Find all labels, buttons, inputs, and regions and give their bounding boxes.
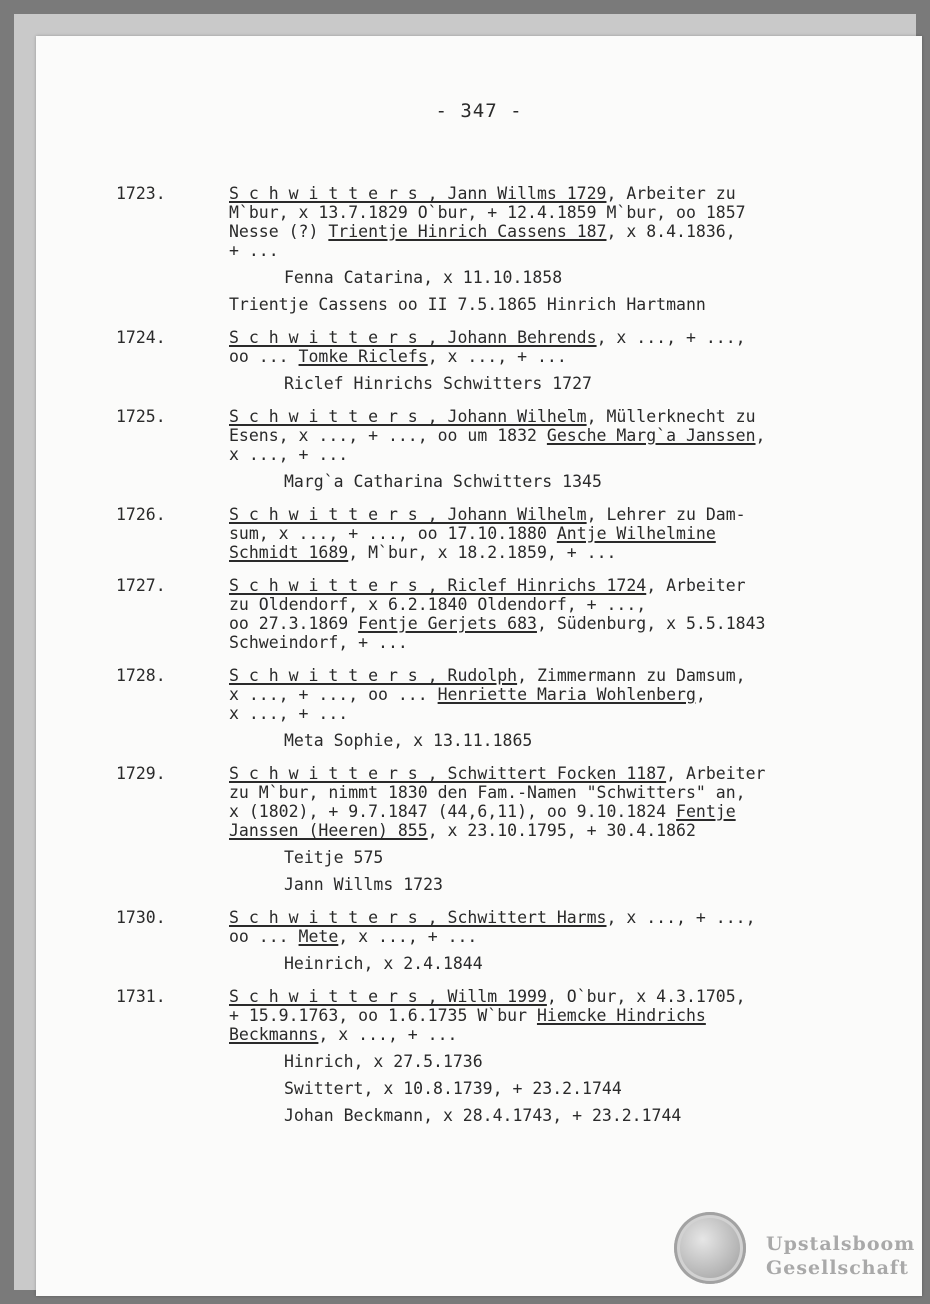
entry-line	[229, 222, 876, 241]
entry-body	[229, 908, 876, 973]
publisher-logo	[766, 1232, 915, 1280]
entry-line	[229, 821, 876, 840]
underlined-name: Henriette Maria Wohlenberg	[437, 685, 696, 704]
entry-body	[229, 407, 876, 491]
underlined-name: S c h w i t t e r s , Schwittert Harms	[229, 908, 607, 927]
underlined-name: S c h w i t t e r s , Riclef Hinrichs 1724	[229, 576, 647, 595]
underlined-name: Fentje	[676, 802, 736, 821]
entry-text: x ..., + ..., oo ...	[229, 685, 438, 704]
underlined-name: S c h w i t t e r s , Jann Willms 1729	[229, 184, 607, 203]
entry-number: 1726.	[116, 505, 166, 524]
entry-text: , x ..., + ...	[427, 347, 567, 366]
entry-text: zu Oldendorf, x 6.2.1840 Oldendorf, + ...,	[229, 595, 647, 614]
entry-line	[229, 1006, 876, 1025]
underlined-name: Schmidt 1689	[229, 543, 349, 562]
underlined-name: Fentje Gerjets 683	[358, 614, 537, 633]
entry-text: , Zimmermann zu Damsum,	[517, 666, 746, 685]
entry-line	[229, 347, 876, 366]
entry-text: oo ...	[229, 927, 299, 946]
entry-line	[229, 203, 876, 222]
underlined-name: S c h w i t t e r s , Schwittert Focken 1187	[229, 764, 667, 783]
entry-line	[229, 927, 876, 946]
underlined-name: S c h w i t t e r s , Johann Wilhelm	[229, 407, 587, 426]
entry-text: x (1802), + 9.7.1847 (44,6,11), oo 9.10.1824	[229, 802, 677, 821]
entry-text: , Arbeiter	[646, 576, 746, 595]
entry-number: 1731.	[116, 987, 166, 1006]
entry-text: , x 23.10.1795, + 30.4.1862	[427, 821, 696, 840]
underlined-name: Hiemcke Hindrichs	[536, 1006, 706, 1025]
child-record: Swittert, x 10.8.1739, + 23.2.1744	[284, 1079, 622, 1098]
underlined-name: Antje Wilhelmine	[556, 524, 716, 543]
entry-line	[229, 783, 876, 802]
entry-text: ,	[755, 426, 766, 445]
entry-line	[229, 987, 876, 1006]
underlined-name: Mete	[298, 927, 339, 946]
entry-text: , Lehrer zu Dam-	[586, 505, 746, 524]
entry-text: zu M`bur, nimmt 1830 den Fam.-Namen "Schwitters" an,	[229, 783, 746, 802]
entry-number: 1728.	[116, 666, 166, 685]
entry-line	[229, 543, 876, 562]
child-record: Jann Willms 1723	[284, 875, 443, 894]
entry-number: 1730.	[116, 908, 166, 927]
entry-text: Nesse (?)	[229, 222, 329, 241]
entry-body	[229, 328, 876, 393]
entry-text: , Südenburg, x 5.5.1843	[536, 614, 766, 633]
entry-line	[229, 704, 876, 723]
entry-line	[229, 1025, 876, 1044]
genealogy-entry	[116, 987, 876, 1125]
entry-line	[229, 505, 876, 524]
publisher-line2: Gesellschaft	[766, 1257, 909, 1279]
entry-line	[229, 595, 876, 614]
document-page	[36, 36, 922, 1296]
entry-text: M`bur, x 13.7.1829 O`bur, + 12.4.1859 M`bur, oo 1857	[229, 203, 746, 222]
child-record: Hinrich, x 27.5.1736	[284, 1052, 483, 1071]
entry-number: 1725.	[116, 407, 166, 426]
entry-text: , Arbeiter zu	[606, 184, 736, 203]
entry-line	[229, 802, 876, 821]
entry-body	[229, 576, 876, 652]
genealogy-entries	[116, 184, 876, 1139]
entry-text: , Müllerknecht zu	[586, 407, 756, 426]
entry-line	[229, 666, 876, 685]
entry-text: x ..., + ...	[229, 704, 349, 723]
entry-line	[229, 241, 876, 260]
entry-line	[229, 184, 876, 203]
underlined-name: Gesche Marg`a Janssen	[546, 426, 756, 445]
entry-body	[229, 987, 876, 1125]
underlined-name: Janssen (Heeren) 855	[229, 821, 428, 840]
entry-body	[229, 666, 876, 750]
entry-line	[229, 576, 876, 595]
entry-line	[229, 524, 876, 543]
entry-text: x ..., + ...	[229, 445, 349, 464]
genealogy-entry	[116, 908, 876, 973]
entry-text: , x ..., + ...	[338, 927, 478, 946]
child-record: Teitje 575	[284, 848, 384, 867]
entry-line	[229, 614, 876, 633]
page-number: - 347 -	[435, 100, 523, 122]
entry-line	[229, 426, 876, 445]
underlined-name: Trientje Hinrich Cassens 187	[328, 222, 607, 241]
entry-text: sum, x ..., + ..., oo 17.10.1880	[229, 524, 557, 543]
genealogy-entry	[116, 184, 876, 314]
entry-number: 1727.	[116, 576, 166, 595]
entry-body	[229, 505, 876, 562]
underlined-name: S c h w i t t e r s , Johann Behrends	[229, 328, 597, 347]
entry-line	[229, 764, 876, 783]
entry-text: , Arbeiter	[666, 764, 766, 783]
entry-number: 1724.	[116, 328, 166, 347]
genealogy-entry	[116, 328, 876, 393]
entry-body	[229, 764, 876, 894]
child-record: Heinrich, x 2.4.1844	[284, 954, 483, 973]
society-seal-icon	[674, 1212, 746, 1284]
genealogy-entry	[116, 666, 876, 750]
entry-line	[229, 328, 876, 347]
child-record: Fenna Catarina, x 11.10.1858	[284, 268, 563, 287]
entry-text: + ...	[229, 241, 279, 260]
genealogy-entry	[116, 407, 876, 491]
entry-number: 1729.	[116, 764, 166, 783]
entry-line	[229, 633, 876, 652]
child-record: Trientje Cassens oo II 7.5.1865 Hinrich Hartmann	[229, 295, 706, 314]
child-record: Johan Beckmann, x 28.4.1743, + 23.2.1744	[284, 1106, 682, 1125]
child-record: Meta Sophie, x 13.11.1865	[284, 731, 533, 750]
entry-number: 1723.	[116, 184, 166, 203]
entry-text: , x 8.4.1836,	[606, 222, 736, 241]
entry-text: Esens, x ..., + ..., oo um 1832	[229, 426, 547, 445]
underlined-name: S c h w i t t e r s , Willm 1999	[229, 987, 547, 1006]
entry-text: , x ..., + ...,	[596, 328, 746, 347]
genealogy-entry	[116, 576, 876, 652]
document-frame	[14, 14, 916, 1290]
entry-line	[229, 908, 876, 927]
underlined-name: Beckmanns	[229, 1025, 319, 1044]
child-record: Riclef Hinrichs Schwitters 1727	[284, 374, 592, 393]
underlined-name: S c h w i t t e r s , Johann Wilhelm	[229, 505, 587, 524]
entry-text: , x ..., + ...	[318, 1025, 458, 1044]
entry-text: , O`bur, x 4.3.1705,	[546, 987, 746, 1006]
genealogy-entry	[116, 505, 876, 562]
entry-text: , x ..., + ...,	[606, 908, 756, 927]
underlined-name: Tomke Riclefs	[298, 347, 428, 366]
entry-text: Schweindorf, + ...	[229, 633, 408, 652]
entry-text: + 15.9.1763, oo 1.6.1735 W`bur	[229, 1006, 537, 1025]
entry-line	[229, 445, 876, 464]
entry-text: oo ...	[229, 347, 299, 366]
entry-text: oo 27.3.1869	[229, 614, 359, 633]
entry-text: , M`bur, x 18.2.1859, + ...	[348, 543, 617, 562]
child-record: Marg`a Catharina Schwitters 1345	[284, 472, 602, 491]
genealogy-entry	[116, 764, 876, 894]
entry-line	[229, 407, 876, 426]
underlined-name: S c h w i t t e r s , Rudolph	[229, 666, 518, 685]
entry-line	[229, 685, 876, 704]
publisher-line1: Upstalsboom	[766, 1233, 916, 1255]
entry-body	[229, 184, 876, 314]
entry-text: ,	[695, 685, 706, 704]
